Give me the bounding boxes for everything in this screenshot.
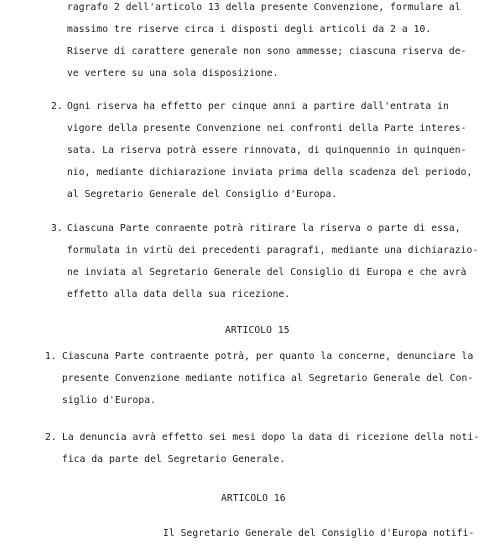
paragraph-number: 2. bbox=[51, 101, 63, 112]
paragraph-line: fica da parte del Segretario Generale. bbox=[62, 454, 286, 465]
paragraph-line: Ciascuna Parte conraente potrà ritirare la riserva o parte di essa, bbox=[67, 223, 461, 234]
paragraph-line: sata. La riserva potrà essere rinnovata, di quinquennio in quinquen- bbox=[67, 145, 467, 156]
intro-line: Riserve di carattere generale non sono ammesse; ciascuna riserva de- bbox=[67, 46, 467, 57]
paragraph-line: La denuncia avrà effetto sei mesi dopo la data di ricezione della noti- bbox=[62, 432, 480, 443]
article-heading: ARTICOLO 15 bbox=[225, 325, 290, 336]
paragraph-line: formulata in virtù dei precedenti paragrafi, mediante una dichiarazio- bbox=[67, 245, 479, 256]
article-heading: ARTICOLO 16 bbox=[221, 493, 286, 504]
paragraph-number: 1. bbox=[45, 351, 57, 362]
paragraph-line: ne inviata al Segretario Generale del Consiglio di Europa e che avrà bbox=[67, 267, 467, 278]
paragraph-line: nio, mediante dichiarazione inviata prima della scadenza del periodo, bbox=[67, 167, 473, 178]
paragraph-number: 2. bbox=[45, 432, 57, 443]
paragraph-line: Ogni riserva ha effetto per cinque anni a partire dall'entrata in bbox=[67, 101, 449, 112]
paragraph-line: siglio d'Europa. bbox=[62, 395, 157, 406]
paragraph-line: Il Segretario Generale del Consiglio d'Europa notifi- bbox=[163, 528, 475, 539]
intro-line: ragrafo 2 dell'articolo 13 della presente Convenzione, formulare al bbox=[67, 2, 461, 13]
paragraph-line: Ciascuna Parte contraente potrà, per quanto la concerne, denunciare la bbox=[62, 351, 474, 362]
paragraph-line: effetto alla data della sua ricezione. bbox=[67, 289, 291, 300]
paragraph-number: 3. bbox=[51, 223, 63, 234]
intro-line: ve vertere su una sola disposizione. bbox=[67, 68, 279, 79]
paragraph-line: presente Convenzione mediante notifica al Segretario Generale del Con- bbox=[62, 373, 474, 384]
paragraph-line: al Segretario Generale del Consiglio d'Europa. bbox=[67, 189, 338, 200]
paragraph-line: vigore della presente Convenzione nei confronti della Parte interes- bbox=[67, 123, 467, 134]
intro-line: massimo tre riserve circa i disposti degli articoli da 2 a 10. bbox=[67, 24, 432, 35]
